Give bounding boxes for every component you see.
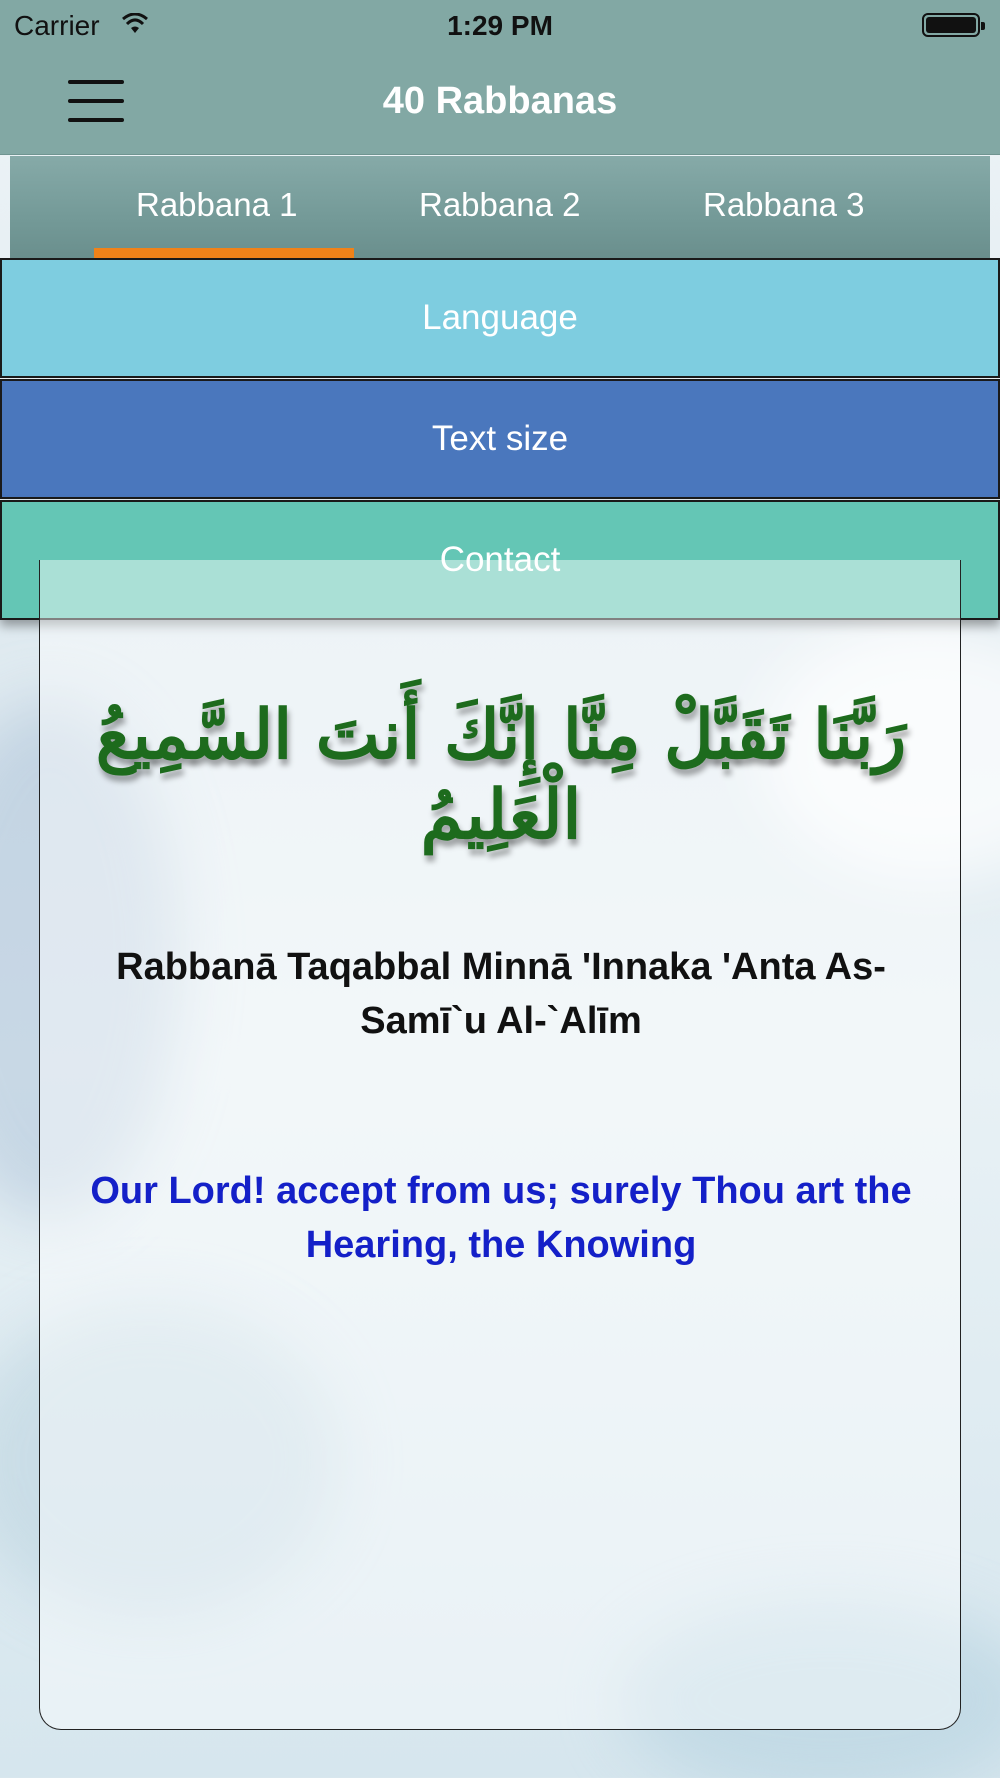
translation-text: Our Lord! accept from us; surely Thou art the Hearing, the Knowing: [90, 1170, 912, 1266]
menu-item-label: Text size: [431, 419, 569, 458]
arabic-verse: رَبَّنَا تَقَبَّلْ مِنَّا إِنَّكَ أَنتَ السَّمِيعُ الْعَلِيمُ: [95, 695, 907, 855]
status-bar: [0, 0, 1000, 50]
menu-item-text-size[interactable]: [0, 379, 1000, 499]
clock-time: 1:29 PM: [447, 10, 553, 41]
battery-icon: [922, 13, 980, 37]
carrier-label: Carrier: [14, 10, 100, 41]
selected-tab-indicator: [94, 248, 354, 258]
rabbana-card: [39, 560, 961, 1730]
tab-rabbana-1[interactable]: Rabbana 1: [136, 186, 298, 223]
menu-item-label: Contact: [439, 540, 561, 579]
menu-item-label: Language: [422, 298, 578, 337]
navigation-bar: [0, 50, 1000, 155]
tab-rabbana-2[interactable]: Rabbana 2: [419, 186, 581, 223]
tab-rabbana-3[interactable]: Rabbana 3: [703, 186, 865, 223]
tab-bar: [10, 156, 990, 258]
page-title: 40 Rabbanas: [382, 80, 618, 122]
menu-item-language[interactable]: [0, 258, 1000, 378]
transliteration-text: Rabbanā Taqabbal Minnā 'Innaka 'Anta As-Samī`u Al-`Alīm: [116, 946, 886, 1042]
